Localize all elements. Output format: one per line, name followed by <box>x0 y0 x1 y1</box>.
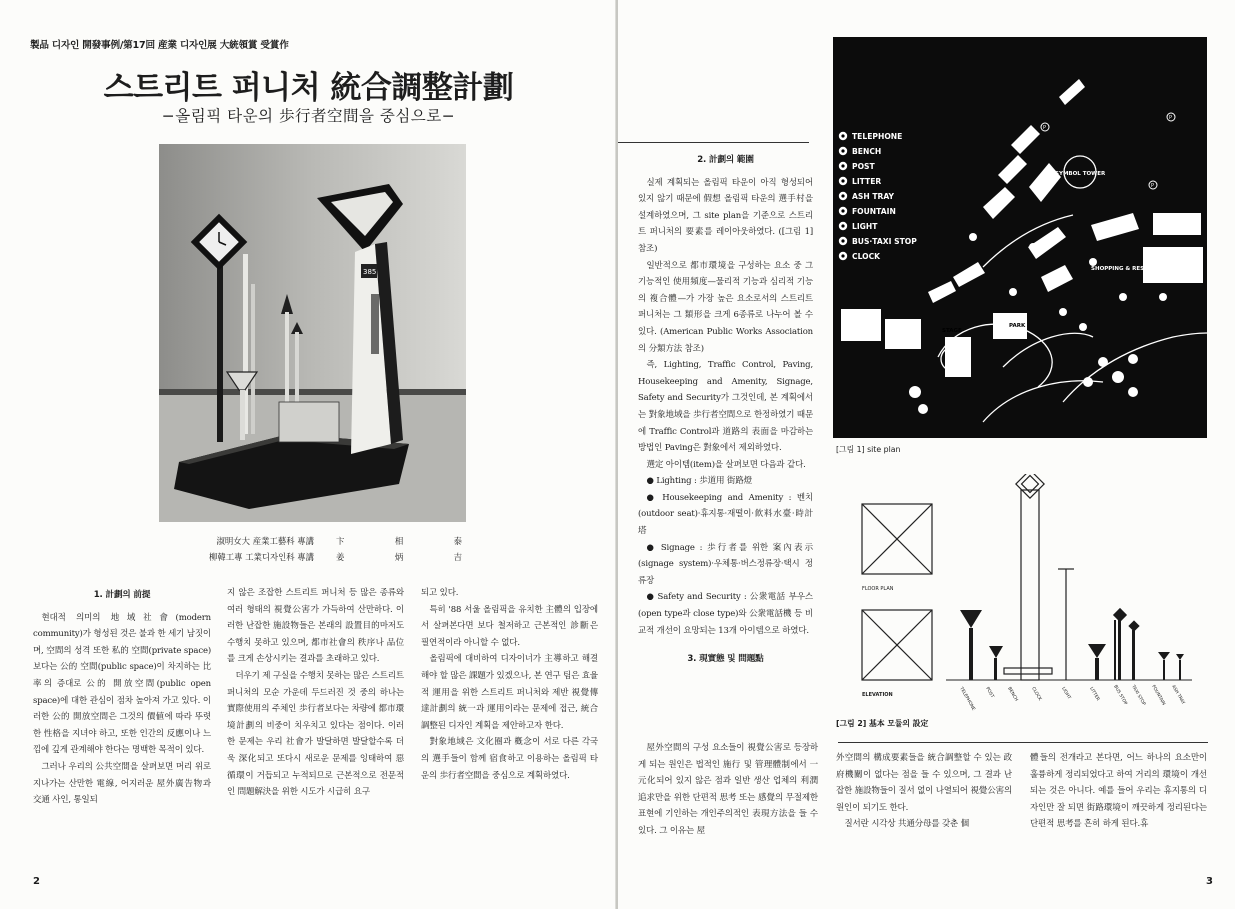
paragraph: 屋外空間의 구성 요소들이 視覺公害로 등장하게 되는 원인은 법적인 施行 및 管理體制에서 一元化되어 있지 않은 점과 일반 생산 업체의 利潤追求만을 위한 단편적 思考 또는 感覺의 무절제한 표현에 기인하는 개인주의적인 表現方法을 들 수 있다. 그 이유는 屋 <box>638 743 818 836</box>
figure-2-caption: [그림 2] 基本 모듈의 設定 <box>836 719 929 728</box>
legend-telephone <box>839 132 903 141</box>
street-furniture-photo <box>159 144 466 522</box>
elevation-label: ELEVATION <box>862 692 893 698</box>
author-credits <box>164 533 474 565</box>
svg-text:P: P <box>1151 183 1155 189</box>
author-2-name-char: 炳 <box>394 552 404 562</box>
svg-text:TELEPHONE: TELEPHONE <box>852 132 903 141</box>
paragraph: 지 않은 조잡한 스트리트 퍼니처 등 많은 종류와 여러 형태의 視覺公害가 가득하여 산만하다. 이러한 난잡한 施設物들은 본래의 設置目的마저도 수행치 못하고 있으며, 都市社會의 秩序나 品位를 크게 손상시키는 결과를 초래하고 있다. <box>227 588 404 665</box>
svg-text:LITTER: LITTER <box>852 177 882 186</box>
module-label: LITTER <box>1088 686 1101 702</box>
paragraph: 질서란 시각상 共通分母를 갖춘 個 <box>844 819 970 830</box>
legend-ash-tray <box>839 192 895 201</box>
paragraph: 그러나 우리의 公共空間을 살펴보면 머리 위로 지나가는 산만한 電線, 어지러운 屋外廣告物과 交通 사인, 통일되 <box>33 761 211 806</box>
svg-text:ASH TRAY: ASH TRAY <box>852 192 895 201</box>
module-label: CLOCK <box>1030 686 1042 702</box>
module-label: POST <box>984 686 995 700</box>
svg-text:BENCH: BENCH <box>852 147 882 156</box>
paragraph: 현대적 의미의 地域社會(modern community)가 형성된 것은 불과 한 세기 남짓이며, 空間의 성격 또한 私的 空間(private space)보다는 公的 空間(public space)이 차지하는 比率의 증대로 公的 開放空間(public open space)에 대한 관심이 점차 높아져 가고 있다. 이러한 公的 開放空間은 그것의 價値에 따라 뚜렷한 性格을 지녀야 하고, 또한 인간의 反應이나 느낌에 깊게 관계해야 한다는 명백한 목적이 있다. <box>33 612 211 756</box>
legend-bench <box>839 147 881 156</box>
page-number-left: 2 <box>33 876 40 887</box>
running-head: 製品 디자인 開發事例/第17回 産業 디자인展 大統領賞 受賞作 <box>30 40 289 51</box>
section-1-heading: 1. 計劃의 前提 <box>93 590 151 600</box>
module-drawing <box>836 474 1206 718</box>
module-elevation-drawing <box>836 474 1206 718</box>
left-column-1 <box>33 585 211 809</box>
author-2-affiliation: 柳韓工專 工業디자인科 專講 <box>209 552 314 562</box>
bullet-item: ● Signage : 歩行者를 위한 案內表示(signage system)·우체통·버스정류장·택시 정류장 <box>638 542 813 586</box>
author-credit-2 <box>164 549 474 565</box>
paragraph: 對象地域은 文化圈과 槪念이 서로 다른 각국의 選手들이 함께 宿食하고 이용하는 올림픽 타운의 歩行者空間을 중심으로 계획하였다. <box>421 737 598 781</box>
section-3-heading: 3. 現實態 및 問題點 <box>687 654 764 665</box>
figure-1-caption: [그림 1] site plan <box>836 445 901 454</box>
lower-rule <box>838 742 1208 743</box>
paragraph: 특히 '88 서울 올림픽을 유치한 主體의 입장에서 살펴본다면 보다 철저하고 근본적인 診斷은 필연적이라 아니할 수 없다. <box>421 604 598 648</box>
paragraph: 더우기 제 구실을 수행치 못하는 많은 스트리트 퍼니처의 모순 가운데 두드러진 것 중의 하나는 實際使用의 주체인 歩行者보다는 차량에 都市環境計劃의 비중이 치우치고 있다는 점이다. 이러한 문제는 우리 社會가 발달하면 발달할수록 더욱 深化되고 또다시 새로운 문제를 잉태하여 惡循環이 거듭되고 누적되므로 근본적으로 전문적인 問題解決을 위한 시도가 시급히 요구 <box>227 670 404 798</box>
author-credit-1 <box>164 533 474 549</box>
svg-text:POST: POST <box>852 162 875 171</box>
paragraph: 選定 아이템(item)을 살펴보면 다음과 같다. <box>646 459 806 470</box>
bullet-item: ● Housekeeping and Amenity : 벤치(outdoor seat)·휴지통·재떨이·飮料水臺·時計塔 <box>638 492 813 537</box>
svg-text:FOUNTAIN: FOUNTAIN <box>852 207 896 216</box>
paragraph: 즉, Lighting, Traffic Control, Paving, Housekeeping and Amenity, Signage, Safety and Security가 그것인데, 본 계획에서는 對象地域을 歩行者空間으로 한정하였기 때문에 Traffic Control과 道路의 表面을 마감하는 방법인 Paving은 對象에서 제외하였다. <box>638 360 813 454</box>
author-2-name-char: 吉 <box>453 552 462 562</box>
section-2-heading: 2. 計劃의 範圍 <box>697 155 754 165</box>
module-label: TELEPHONE <box>958 686 976 712</box>
module-label: LIGHT <box>1060 686 1072 701</box>
svg-text:LIGHT: LIGHT <box>852 222 878 231</box>
page-number-right: 3 <box>1206 876 1213 887</box>
module-label: ASH TRAY <box>1170 684 1186 706</box>
paragraph: 일반적으로 都市環境을 구성하는 요소 중 그 기능적인 使用頻度—물리적 기능과 심리적 기능의 複合體—가 가장 높은 요소로서의 스트리트 퍼니처는 그 類形을 크게 6종류로 나누어 볼 수 있다. (American Public Works Association의 分類方法 참조) <box>638 260 813 354</box>
right-column-1 <box>638 150 813 674</box>
symbol-tower-label: SYMBOL TOWER <box>1055 171 1106 177</box>
module-label: BENCH <box>1006 686 1019 703</box>
svg-text:CLOCK: CLOCK <box>852 252 881 261</box>
svg-text:P: P <box>1169 115 1173 121</box>
shopping-label: SHOPPING & REST PLACE <box>1091 266 1170 272</box>
park-label: PARK <box>1009 323 1026 329</box>
legend-fountain <box>839 207 896 216</box>
author-1-name-char: 卞 <box>336 536 345 546</box>
right-column-c <box>1030 750 1207 833</box>
site-plan-map <box>833 37 1207 438</box>
svg-text:BUS·TAXI STOP: BUS·TAXI STOP <box>852 237 917 246</box>
right-column-a <box>638 740 818 840</box>
module-label: TAXI STOP <box>1130 684 1146 707</box>
left-page <box>0 0 617 909</box>
phone-sign-number: 385 <box>363 268 377 276</box>
module-label: BUS STOP <box>1112 684 1128 707</box>
legend-litter <box>839 177 882 186</box>
paragraph: 실제 계획되는 올림픽 타운이 아직 형성되어 있지 않기 때문에 假想 올림픽 타운의 選手村을 설계하였으며, 그 site plan을 기준으로 스트리트 퍼니처의 要素를 레이아웃하였다. ([그림 1] 참조) <box>638 177 813 254</box>
author-1-name <box>322 533 462 549</box>
left-column-2 <box>227 585 404 801</box>
site-plan-drawing <box>833 37 1207 438</box>
legend-post <box>839 162 876 171</box>
right-column-b <box>836 750 1012 833</box>
parking-markers <box>1041 113 1175 189</box>
legend-bus-taxi-stop <box>839 237 917 246</box>
stage-label: STAGE <box>942 328 962 334</box>
legend-light <box>839 222 878 231</box>
author-2-name <box>322 549 462 565</box>
paragraph: 外空間의 構成要素들을 統合調整할 수 있는 政府機關이 없다는 점을 들 수 있으며, 그 결과 난잡한 施設物들이 질서 없이 나열되어 視覺公害의 원인이 되기도 한다. <box>836 753 1013 813</box>
paragraph: 되고 있다. <box>421 588 459 598</box>
author-1-name-char: 泰 <box>453 536 462 546</box>
bullet-item: ● Safety and Security : 公衆電話 부우스(open type과 close type)와 公衆電話機 등 비교적 개선이 요망되는 13개 아이템으로 하였다. <box>638 592 813 636</box>
bullet-item: ● Lighting : 歩道用 街路燈 <box>646 476 752 487</box>
author-2-name-char: 姜 <box>336 552 345 562</box>
svg-text:P: P <box>1043 125 1047 131</box>
module-label: FOUNTAIN <box>1150 684 1166 707</box>
top-rule <box>618 142 809 143</box>
paragraph: 올림픽에 대비하여 디자이너가 主導하고 해결해야 할 많은 課題가 있겠으나, 본 연구 팀은 효율적 運用을 위한 스트리트 퍼니처와 제반 視覺傳達計劃의 統一과 運用이라는 문제에 접근, 統合調整된 디자인 계획을 제안하고자 한다. <box>421 654 598 731</box>
left-column-3 <box>421 585 598 784</box>
article-subtitle: −올림픽 타운의 歩行者空間을 중심으로− <box>161 107 456 125</box>
legend-clock <box>839 252 881 261</box>
author-1-affiliation: 淑明女大 産業工藝科 專講 <box>216 536 314 546</box>
photo-illustration <box>159 144 466 522</box>
article-title: 스트리트 퍼니처 統合調整計劃 <box>103 70 514 106</box>
author-1-name-char: 相 <box>394 536 404 546</box>
floor-plan-label: FLOOR PLAN <box>862 586 894 592</box>
paragraph: 體들의 전개라고 본다면, 어느 하나의 요소만이 훌륭하게 정리되었다고 하여 거리의 環境이 개선되는 것은 아니다. 예를 들어 우리는 휴지통의 디자인만 잘 되면 街路環境이 깨끗하게 정리된다는 단편적 思考를 흔히 하게 된다.휴 <box>1030 753 1207 830</box>
